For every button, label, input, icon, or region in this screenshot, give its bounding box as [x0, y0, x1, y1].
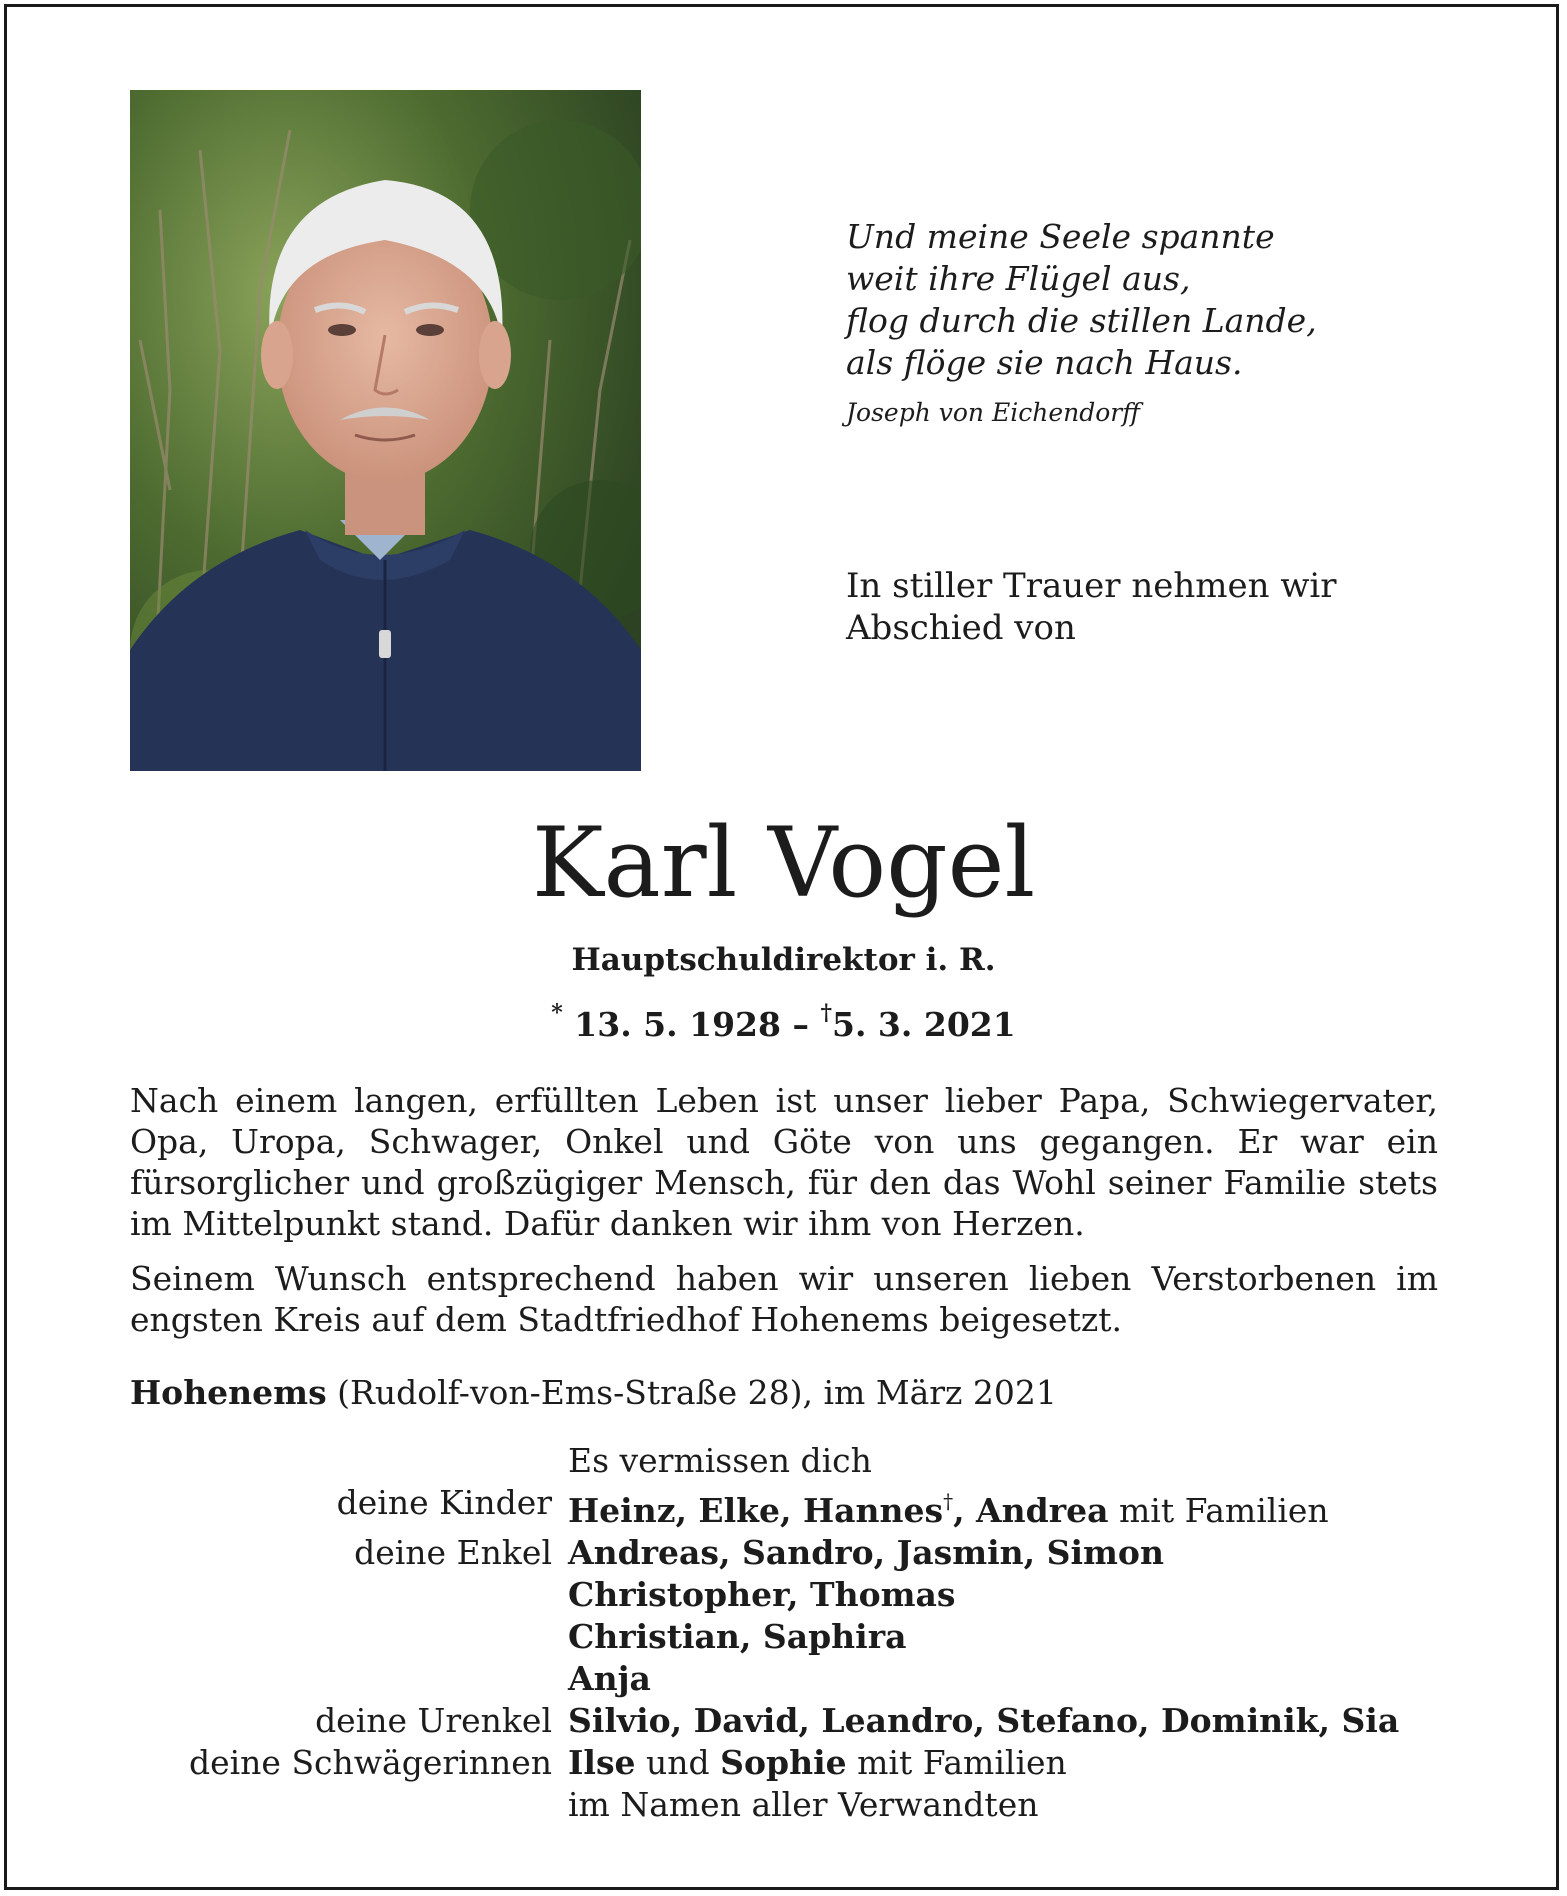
birth-mark: *: [551, 1000, 563, 1026]
birth-date: 13. 5. 1928: [574, 1005, 781, 1044]
mourners-header: Es vermissen dich: [568, 1441, 872, 1480]
poem-line: als flöge sie nach Haus.: [846, 343, 1243, 382]
list-item: [130, 1784, 1438, 1826]
mourner-names: Sophie: [720, 1743, 847, 1782]
life-dates: [0, 1000, 1567, 1044]
mourner-names: Ilse: [568, 1743, 636, 1782]
list-item: [130, 1482, 1438, 1532]
poem-verse: [846, 216, 1486, 384]
mourner-names: Heinz, Elke, Hannes: [568, 1491, 944, 1530]
list-item: [130, 1616, 1438, 1658]
mourner-suffix: mit Familien: [1108, 1491, 1329, 1530]
poem-line: flog durch die stillen Lande,: [846, 301, 1317, 340]
deceased-name: Karl Vogel: [531, 807, 1036, 919]
mourner-names: Christian, Saphira: [568, 1617, 907, 1656]
dagger-mark: †: [943, 1489, 954, 1513]
mourner-label: deine Urenkel: [315, 1701, 552, 1740]
connector: und: [635, 1743, 721, 1782]
mourner-label: deine Schwägerinnen: [188, 1743, 552, 1782]
list-item: [130, 1440, 1438, 1482]
paragraph: Nach einem langen, erfüllten Leben ist unser lieber Papa, Schwiegervater, Opa, Uropa, Schwager, Onkel und Göte von uns gegangen. Er war ein fürsorglicher und großzügiger Mensch, für den das Wohl seiner Familie stets im Mittelpunkt stand. Dafür danken wir ihm von Herzen.: [130, 1081, 1438, 1243]
mourners-list: [130, 1440, 1438, 1826]
mourner-label: deine Enkel: [354, 1533, 552, 1572]
list-item: [130, 1574, 1438, 1616]
place-rest: (Rudolf-von-Ems-Straße 28), im März 2021: [326, 1373, 1057, 1412]
deceased-title: Hauptschuldirektor i. R.: [571, 942, 996, 978]
mourner-names: Andreas, Sandro, Jasmin, Simon: [568, 1533, 1164, 1572]
mourner-names: , Andrea: [953, 1491, 1109, 1530]
mourner-names: Christopher, Thomas: [568, 1575, 956, 1614]
poem-author: Joseph von Eichendorff: [846, 398, 1140, 427]
place-date-line: [130, 1373, 1057, 1412]
list-item: [130, 1658, 1438, 1700]
mourner-suffix: mit Familien: [846, 1743, 1067, 1782]
paragraph: Seinem Wunsch entsprechend haben wir unseren lieben Verstorbenen im engsten Kreis auf dem Stadtfriedhof Hohenems beigesetzt.: [130, 1259, 1438, 1339]
poem-line: weit ihre Flügel aus,: [846, 259, 1191, 298]
mourner-names: Anja: [568, 1659, 651, 1698]
poem-line: Und meine Seele spannte: [846, 217, 1275, 256]
list-item: [130, 1532, 1438, 1574]
intro-text: In stiller Trauer nehmen wir Abschied von: [846, 566, 1337, 648]
date-separator: –: [792, 1005, 809, 1044]
place-city: Hohenems: [130, 1373, 327, 1412]
death-mark: †: [820, 1000, 832, 1026]
mourner-label: deine Kinder: [336, 1483, 552, 1522]
list-item: [130, 1700, 1438, 1742]
death-date: 5. 3. 2021: [831, 1005, 1016, 1044]
closing-line: im Namen aller Verwandten: [568, 1785, 1039, 1824]
mourner-names: Silvio, David, Leandro, Stefano, Dominik, Sia: [568, 1701, 1400, 1740]
list-item: [130, 1742, 1438, 1784]
portrait-photo: [130, 90, 641, 771]
